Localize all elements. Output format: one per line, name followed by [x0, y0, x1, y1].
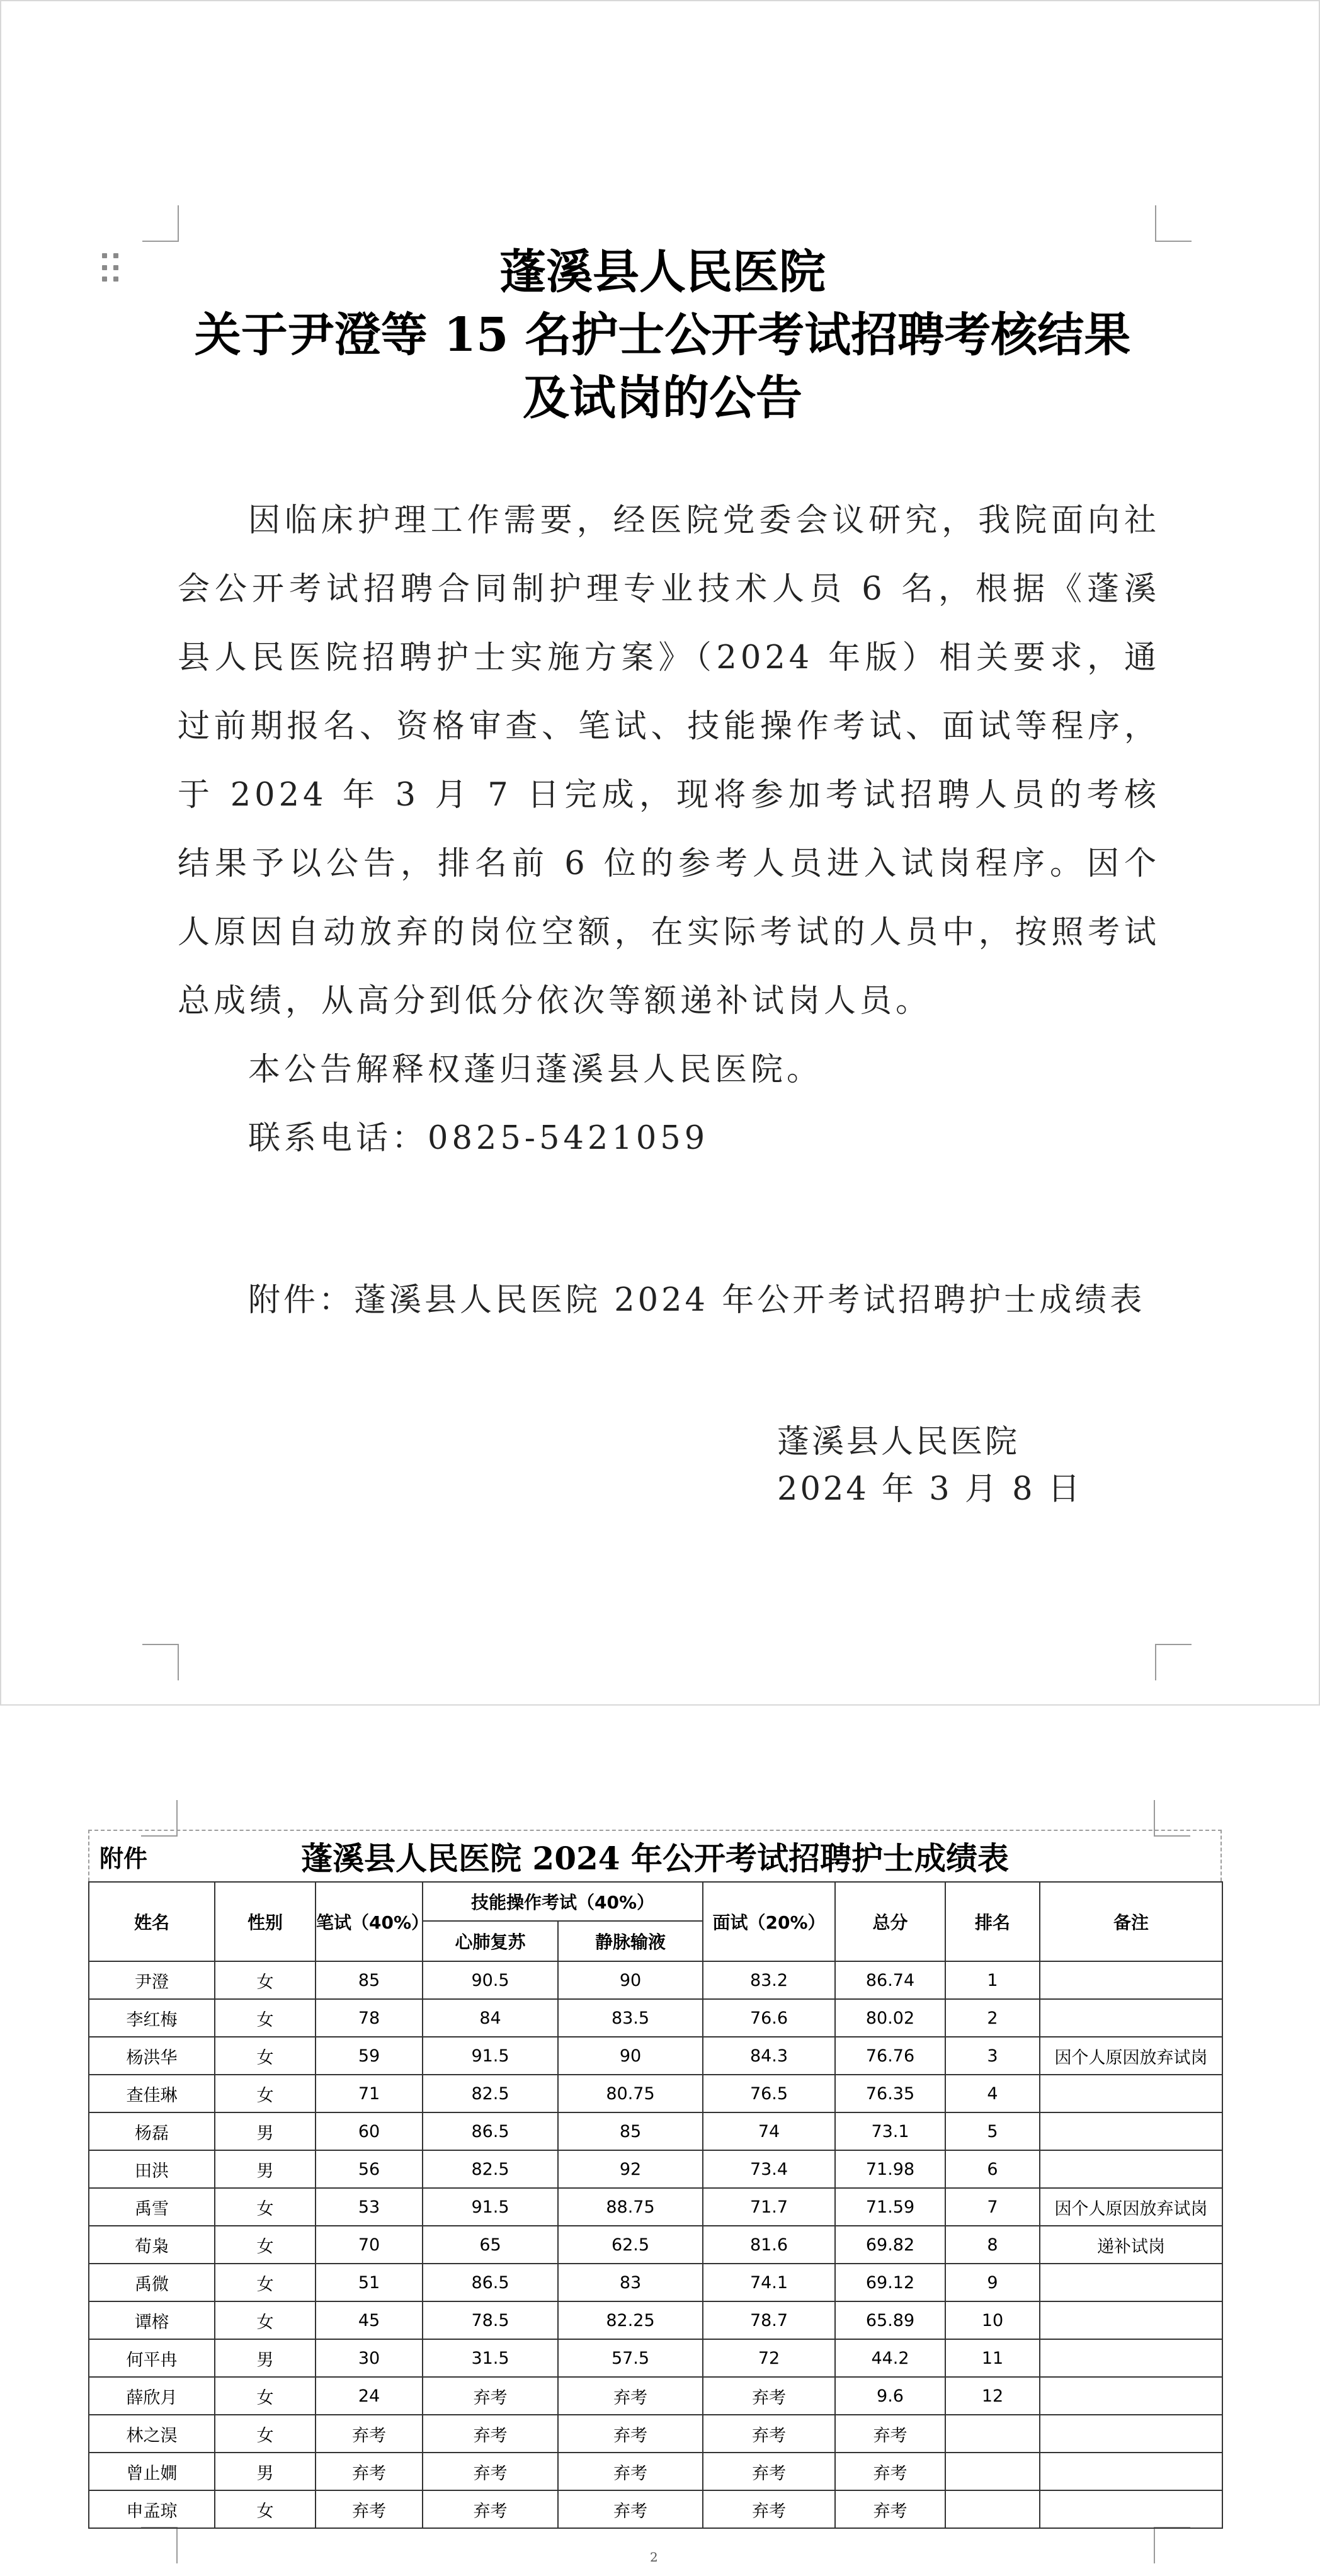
cell-remark: 因个人原因放弃试岗 — [1040, 2188, 1222, 2226]
cell-rank: 4 — [945, 2075, 1040, 2112]
cell-remark — [1040, 2339, 1222, 2377]
cell-interview: 83.2 — [703, 1961, 835, 1999]
cell-interview: 弃考 — [703, 2453, 835, 2490]
cell-total: 44.2 — [835, 2339, 945, 2377]
cell-skill-cpr: 90.5 — [423, 1961, 558, 1999]
header-gender: 性别 — [215, 1882, 316, 1961]
cell-written: 30 — [316, 2339, 423, 2377]
header-rank: 排名 — [945, 1882, 1040, 1961]
table-row — [89, 2264, 1222, 2301]
cell-rank: 10 — [945, 2301, 1040, 2339]
cell-skill-iv: 82.25 — [558, 2301, 703, 2339]
score-table-header — [88, 1830, 1222, 1881]
cell-name: 尹澄 — [89, 1961, 215, 1999]
cell-skill-iv: 80.75 — [558, 2075, 703, 2112]
cell-total: 86.74 — [835, 1961, 945, 1999]
cell-skill-iv: 83 — [558, 2264, 703, 2301]
cell-skill-iv: 90 — [558, 1961, 703, 1999]
cell-rank: 8 — [945, 2226, 1040, 2264]
score-table — [88, 1881, 1223, 2529]
crop-mark-bottom-left — [142, 1644, 179, 1680]
cell-name: 曾止嫺 — [89, 2453, 215, 2490]
notice-paragraph: 因临床护理工作需要，经医院党委会议研究，我院面向社会公开考试招聘合同制护理专业技术人员 6 名，根据《蓬溪县人民医院招聘护士实施方案》（2024 年版）相关要求，通过前期报名、资格审查、笔试、技能操作考试、面试等程序，于 2024 年 3 月 7 日完成，现将参加考试招聘人员的考核结果予以公告，排名前 6 位的参考人员进入试岗程序。因个人原因自动放弃的岗位空额，在实际考试的人员中，按照考试总成绩，从高分到低分依次等额递补试岗人员。 — [178, 502, 1160, 1020]
cell-name: 查佳琳 — [89, 2075, 215, 2112]
cell-skill-cpr: 91.5 — [423, 2037, 558, 2075]
score-table-body — [89, 1961, 1222, 2528]
cell-written: 85 — [316, 1961, 423, 1999]
crop-mark-top-left — [142, 205, 179, 242]
signature-date: 2024 年 3 月 8 日 — [777, 1471, 1083, 1508]
table-row — [89, 2075, 1222, 2112]
cell-written: 53 — [316, 2188, 423, 2226]
cell-interview: 74.1 — [703, 2264, 835, 2301]
notice-title-line: 关于尹澄等 15 名护士公开考试招聘考核结果 — [194, 308, 1131, 362]
cell-skill-iv: 弃考 — [558, 2377, 703, 2415]
cell-total: 9.6 — [835, 2377, 945, 2415]
crop-mark-top-right — [1155, 205, 1192, 242]
cell-total: 73.1 — [835, 2112, 945, 2150]
cell-rank: 9 — [945, 2264, 1040, 2301]
page-number: 2 — [650, 2550, 658, 2565]
notice-body — [178, 486, 1160, 1173]
cell-skill-iv: 62.5 — [558, 2226, 703, 2264]
notice-title-line: 蓬溪县人民医院 — [499, 245, 826, 299]
cell-remark — [1040, 2301, 1222, 2339]
cell-written: 弃考 — [316, 2415, 423, 2453]
cell-interview: 76.6 — [703, 1999, 835, 2037]
header-interview: 面试（20%） — [703, 1882, 835, 1961]
cell-skill-cpr: 弃考 — [423, 2415, 558, 2453]
header-written: 笔试（40%） — [316, 1882, 423, 1961]
cell-skill-cpr: 86.5 — [423, 2264, 558, 2301]
page-gap — [0, 1706, 1320, 1771]
cell-gender: 女 — [215, 2075, 316, 2112]
cell-rank: 11 — [945, 2339, 1040, 2377]
cell-skill-cpr: 84 — [423, 1999, 558, 2037]
cell-interview: 弃考 — [703, 2415, 835, 2453]
cell-total: 76.35 — [835, 2075, 945, 2112]
cell-skill-iv: 弃考 — [558, 2490, 703, 2528]
cell-name: 李红梅 — [89, 1999, 215, 2037]
cell-gender: 女 — [215, 1961, 316, 1999]
cell-name: 林之淏 — [89, 2415, 215, 2453]
cell-written: 弃考 — [316, 2490, 423, 2528]
cell-gender: 女 — [215, 2188, 316, 2226]
header-remark: 备注 — [1040, 1882, 1222, 1961]
cell-gender: 女 — [215, 2037, 316, 2075]
table-row — [89, 1999, 1222, 2037]
cell-interview: 78.7 — [703, 2301, 835, 2339]
cell-skill-cpr: 弃考 — [423, 2377, 558, 2415]
attachment-label: 附件 — [100, 1844, 148, 1872]
notice-title-line: 及试岗的公告 — [523, 371, 802, 425]
cell-skill-cpr: 78.5 — [423, 2301, 558, 2339]
cell-remark — [1040, 2377, 1222, 2415]
cell-gender: 女 — [215, 2264, 316, 2301]
cell-remark — [1040, 2150, 1222, 2188]
cell-remark: 递补试岗 — [1040, 2226, 1222, 2264]
table-row — [89, 2453, 1222, 2490]
cell-skill-cpr: 86.5 — [423, 2112, 558, 2150]
cell-interview: 76.5 — [703, 2075, 835, 2112]
header-skill-cpr: 心肺复苏 — [423, 1921, 558, 1961]
cell-interview: 81.6 — [703, 2226, 835, 2264]
cell-written: 56 — [316, 2150, 423, 2188]
cell-name: 何平冉 — [89, 2339, 215, 2377]
cell-skill-cpr: 弃考 — [423, 2490, 558, 2528]
header-skill-iv: 静脉输液 — [558, 1921, 703, 1961]
attachment-line: 附件：蓬溪县人民医院 2024 年公开考试招聘护士成绩表 — [248, 1282, 1146, 1319]
cell-remark — [1040, 1999, 1222, 2037]
notice-title — [178, 241, 1147, 430]
cell-remark — [1040, 2490, 1222, 2528]
cell-gender: 女 — [215, 2301, 316, 2339]
cell-name: 田洪 — [89, 2150, 215, 2188]
crop-mark-bottom-right — [1154, 2527, 1190, 2563]
table-row — [89, 2112, 1222, 2150]
cell-gender: 女 — [215, 2490, 316, 2528]
crop-mark-bottom-right — [1155, 1644, 1192, 1680]
cell-skill-cpr: 82.5 — [423, 2150, 558, 2188]
cell-gender: 女 — [215, 1999, 316, 2037]
cell-rank — [945, 2490, 1040, 2528]
table-row — [89, 2226, 1222, 2264]
cell-rank: 1 — [945, 1961, 1040, 1999]
cell-total: 80.02 — [835, 1999, 945, 2037]
cell-interview: 73.4 — [703, 2150, 835, 2188]
cell-remark — [1040, 2453, 1222, 2490]
cell-remark — [1040, 2415, 1222, 2453]
table-row — [89, 2037, 1222, 2075]
cell-interview: 弃考 — [703, 2490, 835, 2528]
cell-gender: 男 — [215, 2453, 316, 2490]
cell-skill-cpr: 31.5 — [423, 2339, 558, 2377]
cell-skill-cpr: 弃考 — [423, 2453, 558, 2490]
cell-total: 71.98 — [835, 2150, 945, 2188]
cell-rank: 2 — [945, 1999, 1040, 2037]
drag-handle-icon[interactable] — [102, 253, 121, 285]
cell-written: 24 — [316, 2377, 423, 2415]
cell-skill-iv: 57.5 — [558, 2339, 703, 2377]
cell-name: 杨磊 — [89, 2112, 215, 2150]
cell-skill-iv: 88.75 — [558, 2188, 703, 2226]
cell-total: 弃考 — [835, 2415, 945, 2453]
cell-skill-iv: 弃考 — [558, 2415, 703, 2453]
cell-name: 薛欣月 — [89, 2377, 215, 2415]
cell-skill-iv: 83.5 — [558, 1999, 703, 2037]
cell-interview: 84.3 — [703, 2037, 835, 2075]
cell-total: 71.59 — [835, 2188, 945, 2226]
cell-skill-iv: 弃考 — [558, 2453, 703, 2490]
table-row — [89, 1961, 1222, 1999]
cell-written: 弃考 — [316, 2453, 423, 2490]
cell-gender: 女 — [215, 2415, 316, 2453]
cell-written: 70 — [316, 2226, 423, 2264]
table-row — [89, 2490, 1222, 2528]
cell-rank: 12 — [945, 2377, 1040, 2415]
cell-name: 杨洪华 — [89, 2037, 215, 2075]
cell-rank — [945, 2415, 1040, 2453]
cell-name: 荀枭 — [89, 2226, 215, 2264]
cell-written: 71 — [316, 2075, 423, 2112]
cell-name: 禹雪 — [89, 2188, 215, 2226]
cell-rank: 5 — [945, 2112, 1040, 2150]
cell-name: 申孟琼 — [89, 2490, 215, 2528]
cell-remark — [1040, 2112, 1222, 2150]
cell-rank: 7 — [945, 2188, 1040, 2226]
cell-total: 弃考 — [835, 2490, 945, 2528]
cell-remark: 因个人原因放弃试岗 — [1040, 2037, 1222, 2075]
crop-mark-bottom-left — [141, 2527, 178, 2563]
cell-name: 谭榕 — [89, 2301, 215, 2339]
cell-interview: 71.7 — [703, 2188, 835, 2226]
cell-name: 禹微 — [89, 2264, 215, 2301]
cell-gender: 男 — [215, 2339, 316, 2377]
cell-skill-cpr: 91.5 — [423, 2188, 558, 2226]
cell-skill-iv: 90 — [558, 2037, 703, 2075]
cell-written: 60 — [316, 2112, 423, 2150]
table-row — [89, 2188, 1222, 2226]
cell-total: 76.76 — [835, 2037, 945, 2075]
cell-written: 78 — [316, 1999, 423, 2037]
table-row — [89, 2415, 1222, 2453]
cell-gender: 男 — [215, 2150, 316, 2188]
cell-interview: 弃考 — [703, 2377, 835, 2415]
cell-written: 45 — [316, 2301, 423, 2339]
signature-org: 蓬溪县人民医院 — [777, 1423, 1020, 1461]
cell-rank — [945, 2453, 1040, 2490]
header-name: 姓名 — [89, 1882, 215, 1961]
header-total: 总分 — [835, 1882, 945, 1961]
cell-skill-iv: 85 — [558, 2112, 703, 2150]
cell-interview: 74 — [703, 2112, 835, 2150]
score-table-title: 蓬溪县人民医院 2024 年公开考试招聘护士成绩表 — [301, 1840, 1009, 1877]
table-row — [89, 2150, 1222, 2188]
cell-total: 69.82 — [835, 2226, 945, 2264]
cell-remark — [1040, 1961, 1222, 1999]
cell-skill-cpr: 65 — [423, 2226, 558, 2264]
cell-gender: 男 — [215, 2112, 316, 2150]
cell-written: 51 — [316, 2264, 423, 2301]
cell-gender: 女 — [215, 2377, 316, 2415]
cell-total: 65.89 — [835, 2301, 945, 2339]
cell-gender: 女 — [215, 2226, 316, 2264]
score-table-container — [88, 1830, 1222, 2529]
table-row — [89, 2301, 1222, 2339]
notice-contact: 联系电话：0825-5421059 — [248, 1120, 709, 1157]
cell-skill-cpr: 82.5 — [423, 2075, 558, 2112]
cell-rank: 3 — [945, 2037, 1040, 2075]
cell-rank: 6 — [945, 2150, 1040, 2188]
cell-total: 69.12 — [835, 2264, 945, 2301]
cell-remark — [1040, 2075, 1222, 2112]
header-skill: 技能操作考试（40%） — [423, 1882, 703, 1921]
table-row — [89, 2339, 1222, 2377]
cell-written: 59 — [316, 2037, 423, 2075]
notice-paragraph: 本公告解释权蓬归蓬溪县人民医院。 — [248, 1051, 823, 1088]
cell-interview: 72 — [703, 2339, 835, 2377]
cell-remark — [1040, 2264, 1222, 2301]
table-row — [89, 2377, 1222, 2415]
cell-total: 弃考 — [835, 2453, 945, 2490]
cell-skill-iv: 92 — [558, 2150, 703, 2188]
